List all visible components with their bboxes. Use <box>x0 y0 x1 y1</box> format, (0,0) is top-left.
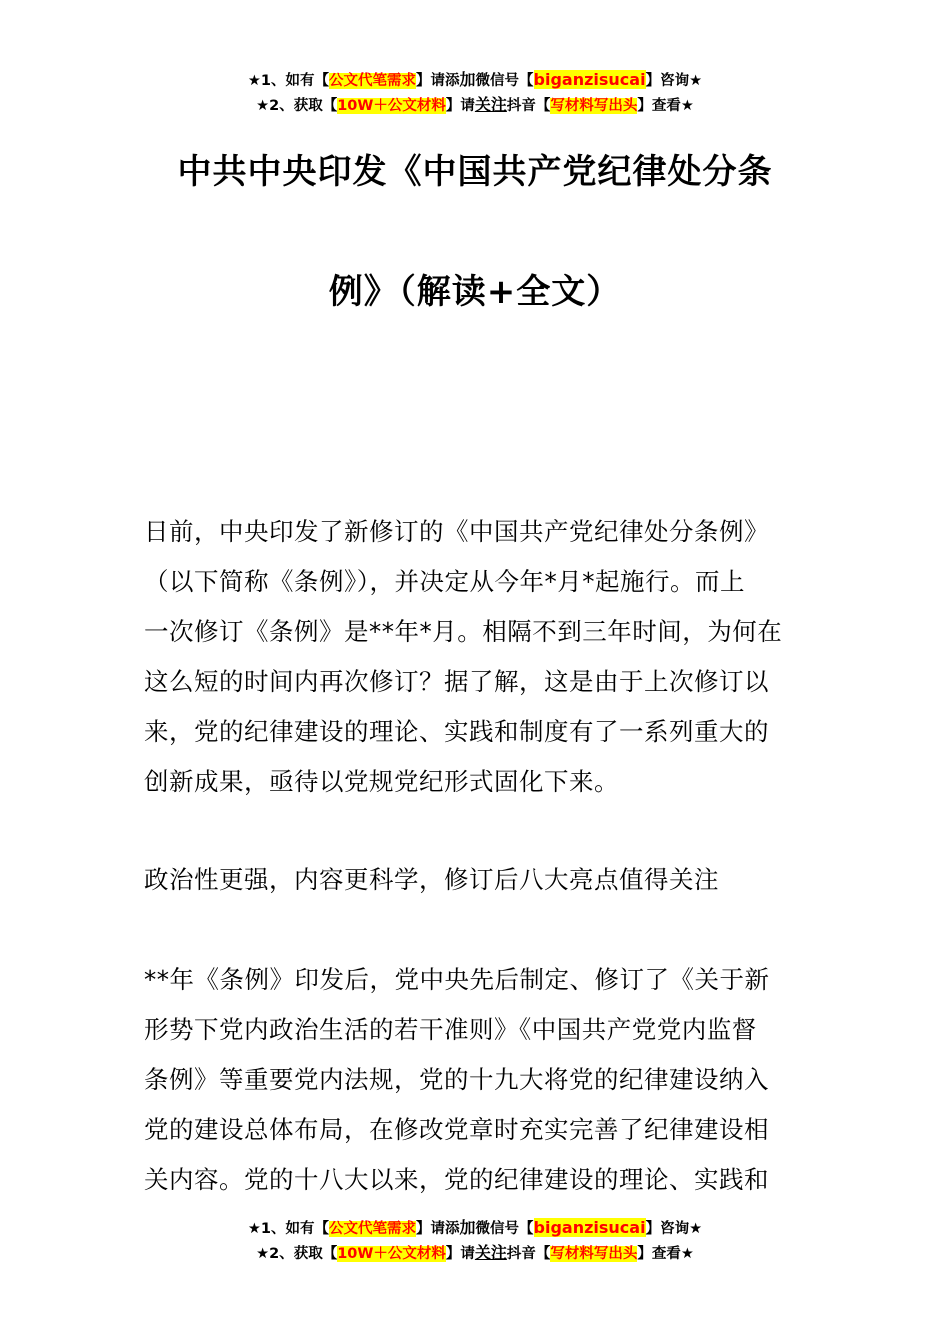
text-line: 日前，中央印发了新修订的《中国共产党纪律处分条例》 <box>144 517 769 546</box>
promo-highlight: 10W＋公文材料 <box>337 1246 446 1262</box>
text-line: 关内容。党的十八大以来，党的纪律建设的理论、实践和 <box>144 1165 769 1194</box>
promo-text: 关注 <box>474 1243 507 1262</box>
promo-text: ★2、获取【 <box>256 1246 338 1262</box>
promo-line-1 <box>0 68 950 93</box>
promo-line-2 <box>0 1241 950 1266</box>
text-line: 来，党的纪律建设的理论、实践和制度有了一系列重大的 <box>144 717 769 746</box>
text-line: 一次修订《条例》是**年*月。相隔不到三年时间，为何在 <box>144 617 783 646</box>
promo-text: 】请添 <box>416 73 460 89</box>
promo-line-2 <box>0 93 950 118</box>
promo-highlight: 写材料写出头 <box>550 1246 638 1262</box>
promo-text: ★1、如有【 <box>247 73 329 89</box>
paragraph-intro <box>144 507 808 807</box>
promo-text: 】咨询★ <box>645 1221 703 1237</box>
promo-text: 】请添 <box>416 1221 460 1237</box>
text-line: 政治性更强，内容更科学，修订后八大亮点值得关注 <box>144 865 719 894</box>
promo-text: 抖音【 <box>506 98 551 114</box>
promo-text: 抖音【 <box>506 1246 551 1262</box>
text-line: 党的建设总体布局，在修改党章时充实完善了纪律建设相 <box>144 1115 769 1144</box>
promo-text: 】查看★ <box>637 1246 694 1262</box>
promo-wechat-id: biganzisucai <box>533 70 646 89</box>
text-line: 条例》等重要党内法规，党的十九大将党的纪律建设纳入 <box>144 1065 769 1094</box>
promo-text: 微信号【 <box>475 73 534 89</box>
promo-text: 微信号【 <box>475 1221 534 1237</box>
promo-text: 关注 <box>474 95 507 114</box>
promo-highlight: 写材料写出头 <box>550 98 638 114</box>
text-line: **年《条例》印发后，党中央先后制定、修订了《关于新 <box>144 965 770 994</box>
text-line: 这么短的时间内再次修订？据了解，这是由于上次修订以 <box>144 667 769 696</box>
promo-text: 加 <box>459 1218 476 1237</box>
promo-text: 】查看★ <box>637 98 694 114</box>
promo-highlight: 10W＋公文材料 <box>337 98 446 114</box>
promo-highlight: 公文代笔需求 <box>329 1221 416 1237</box>
promo-text: 】请 <box>445 1246 475 1262</box>
header-promo-banner <box>0 68 950 118</box>
document-title-line-1: 中共中央印发《中国共产党纪律处分条 <box>177 152 773 192</box>
promo-text: 加 <box>459 70 476 89</box>
promo-highlight: 公文代笔需求 <box>329 73 416 89</box>
document-title-line-2: 例》（解读+全文） <box>328 272 622 312</box>
paragraph-background <box>144 955 808 1205</box>
promo-line-1 <box>0 1216 950 1241</box>
text-line: （以下简称《条例》），并决定从今年*月*起施行。而上 <box>144 567 745 596</box>
promo-text: 】请 <box>445 98 475 114</box>
text-line: 形势下党内政治生活的若干准则》《中国共产党党内监督 <box>144 1015 757 1044</box>
footer-promo-banner <box>0 1216 950 1266</box>
promo-text: ★1、如有【 <box>247 1221 329 1237</box>
promo-text: 】咨询★ <box>645 73 703 89</box>
promo-wechat-id: biganzisucai <box>533 1218 646 1237</box>
section-heading <box>144 855 808 905</box>
text-line: 创新成果，亟待以党规党纪形式固化下来。 <box>144 767 619 796</box>
promo-text: ★2、获取【 <box>256 98 338 114</box>
